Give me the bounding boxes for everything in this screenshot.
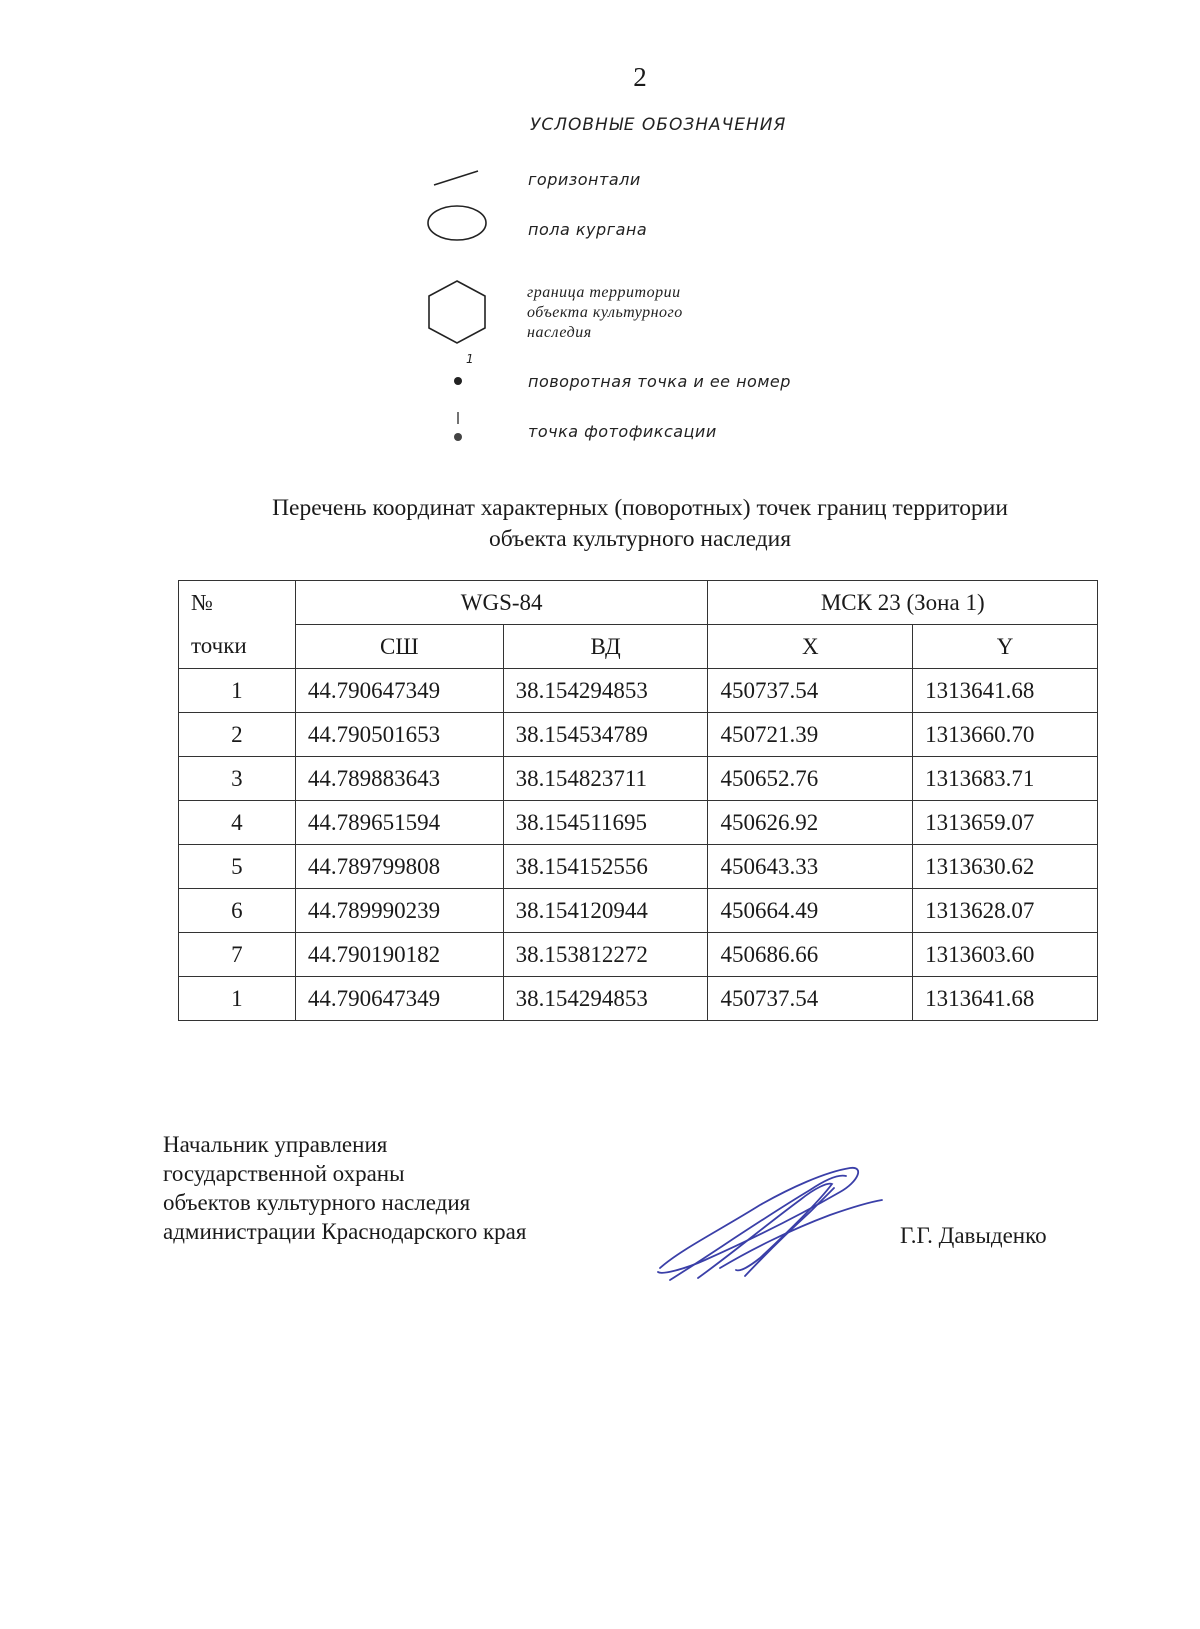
cell-y: 1313641.68 bbox=[913, 669, 1098, 713]
cell-lon: 38.154823711 bbox=[503, 757, 708, 801]
legend-label-boundary-line3: наследия bbox=[527, 324, 592, 341]
cell-y: 1313683.71 bbox=[913, 757, 1098, 801]
cell-x: 450652.76 bbox=[708, 757, 913, 801]
coordinates-list-title-line2: объекта культурного наследия bbox=[488, 526, 792, 552]
cell-lat: 44.790647349 bbox=[295, 977, 503, 1021]
table-row bbox=[179, 669, 1098, 713]
cell-lat: 44.789799808 bbox=[295, 845, 503, 889]
signatory-title-line2: государственной охраны bbox=[163, 1161, 405, 1186]
legend-label-boundary bbox=[527, 283, 683, 343]
header-wgs84: WGS-84 bbox=[295, 581, 708, 625]
legend-label-contours: горизонтали bbox=[528, 170, 641, 189]
coordinates-table bbox=[178, 580, 1098, 1021]
signatory-title-line3: объектов культурного наследия bbox=[163, 1190, 471, 1215]
cell-point: 1 bbox=[179, 669, 296, 713]
coordinates-list-title bbox=[180, 493, 1100, 555]
table-header-row bbox=[179, 581, 1098, 625]
header-lon: ВД bbox=[503, 625, 708, 669]
cell-x: 450737.54 bbox=[708, 669, 913, 713]
legend-heading: УСЛОВНЫЕ ОБОЗНАЧЕНИЯ bbox=[530, 115, 787, 135]
contour-line-icon bbox=[432, 168, 482, 188]
cell-lon: 38.154511695 bbox=[503, 801, 708, 845]
cell-lat: 44.789651594 bbox=[295, 801, 503, 845]
cell-lon: 38.154294853 bbox=[503, 977, 708, 1021]
cell-point: 2 bbox=[179, 713, 296, 757]
legend-label-boundary-line2: объекта культурного bbox=[527, 304, 683, 321]
cell-point: 7 bbox=[179, 933, 296, 977]
cell-y: 1313659.07 bbox=[913, 801, 1098, 845]
cell-lat: 44.789883643 bbox=[295, 757, 503, 801]
cell-point: 1 bbox=[179, 977, 296, 1021]
cell-lon: 38.154120944 bbox=[503, 889, 708, 933]
signatory-title bbox=[163, 1130, 526, 1246]
table-row bbox=[179, 933, 1098, 977]
coordinates-list-title-line1: Перечень координат характерных (поворотных) точек границ территории bbox=[272, 495, 1008, 521]
table-row bbox=[179, 713, 1098, 757]
cell-x: 450643.33 bbox=[708, 845, 913, 889]
header-lat: СШ bbox=[295, 625, 503, 669]
hexagon-icon bbox=[425, 278, 489, 346]
cell-y: 1313603.60 bbox=[913, 933, 1098, 977]
cell-lat: 44.789990239 bbox=[295, 889, 503, 933]
legend-point-number: 1 bbox=[466, 352, 474, 366]
cell-point: 6 bbox=[179, 889, 296, 933]
legend-label-boundary-line1: граница территории bbox=[527, 284, 681, 301]
cell-x: 450686.66 bbox=[708, 933, 913, 977]
header-point-label: точки bbox=[179, 625, 296, 669]
table-subheader-row bbox=[179, 625, 1098, 669]
handwritten-signature bbox=[650, 1160, 890, 1290]
cell-point: 3 bbox=[179, 757, 296, 801]
cell-point: 4 bbox=[179, 801, 296, 845]
page-number: 2 bbox=[633, 62, 647, 92]
table-row bbox=[179, 845, 1098, 889]
cell-x: 450664.49 bbox=[708, 889, 913, 933]
cell-x: 450737.54 bbox=[708, 977, 913, 1021]
ellipse-icon bbox=[425, 203, 489, 243]
table-row bbox=[179, 977, 1098, 1021]
table-row bbox=[179, 757, 1098, 801]
table-row bbox=[179, 889, 1098, 933]
header-y: Y bbox=[913, 625, 1098, 669]
header-point-number: № bbox=[179, 581, 296, 625]
cell-lon: 38.154294853 bbox=[503, 669, 708, 713]
header-x: X bbox=[708, 625, 913, 669]
cell-x: 450626.92 bbox=[708, 801, 913, 845]
photo-point-icon bbox=[450, 410, 466, 444]
cell-y: 1313628.07 bbox=[913, 889, 1098, 933]
header-msk23: МСК 23 (Зона 1) bbox=[708, 581, 1098, 625]
cell-y: 1313660.70 bbox=[913, 713, 1098, 757]
cell-point: 5 bbox=[179, 845, 296, 889]
legend-label-photo-point: точка фотофиксации bbox=[528, 422, 717, 441]
cell-y: 1313630.62 bbox=[913, 845, 1098, 889]
cell-y: 1313641.68 bbox=[913, 977, 1098, 1021]
signatory-title-line1: Начальник управления bbox=[163, 1132, 388, 1157]
cell-lat: 44.790501653 bbox=[295, 713, 503, 757]
cell-lat: 44.790647349 bbox=[295, 669, 503, 713]
cell-lat: 44.790190182 bbox=[295, 933, 503, 977]
signatory-title-line4: администрации Краснодарского края bbox=[163, 1219, 527, 1244]
dot-icon bbox=[451, 374, 465, 388]
cell-x: 450721.39 bbox=[708, 713, 913, 757]
cell-lon: 38.153812272 bbox=[503, 933, 708, 977]
legend-label-mound-floor: пола кургана bbox=[528, 220, 648, 239]
cell-lon: 38.154152556 bbox=[503, 845, 708, 889]
signer-name: Г.Г. Давыденко bbox=[900, 1223, 1047, 1248]
legend-label-turning-point: поворотная точка и ее номер bbox=[528, 372, 791, 391]
cell-lon: 38.154534789 bbox=[503, 713, 708, 757]
table-row bbox=[179, 801, 1098, 845]
